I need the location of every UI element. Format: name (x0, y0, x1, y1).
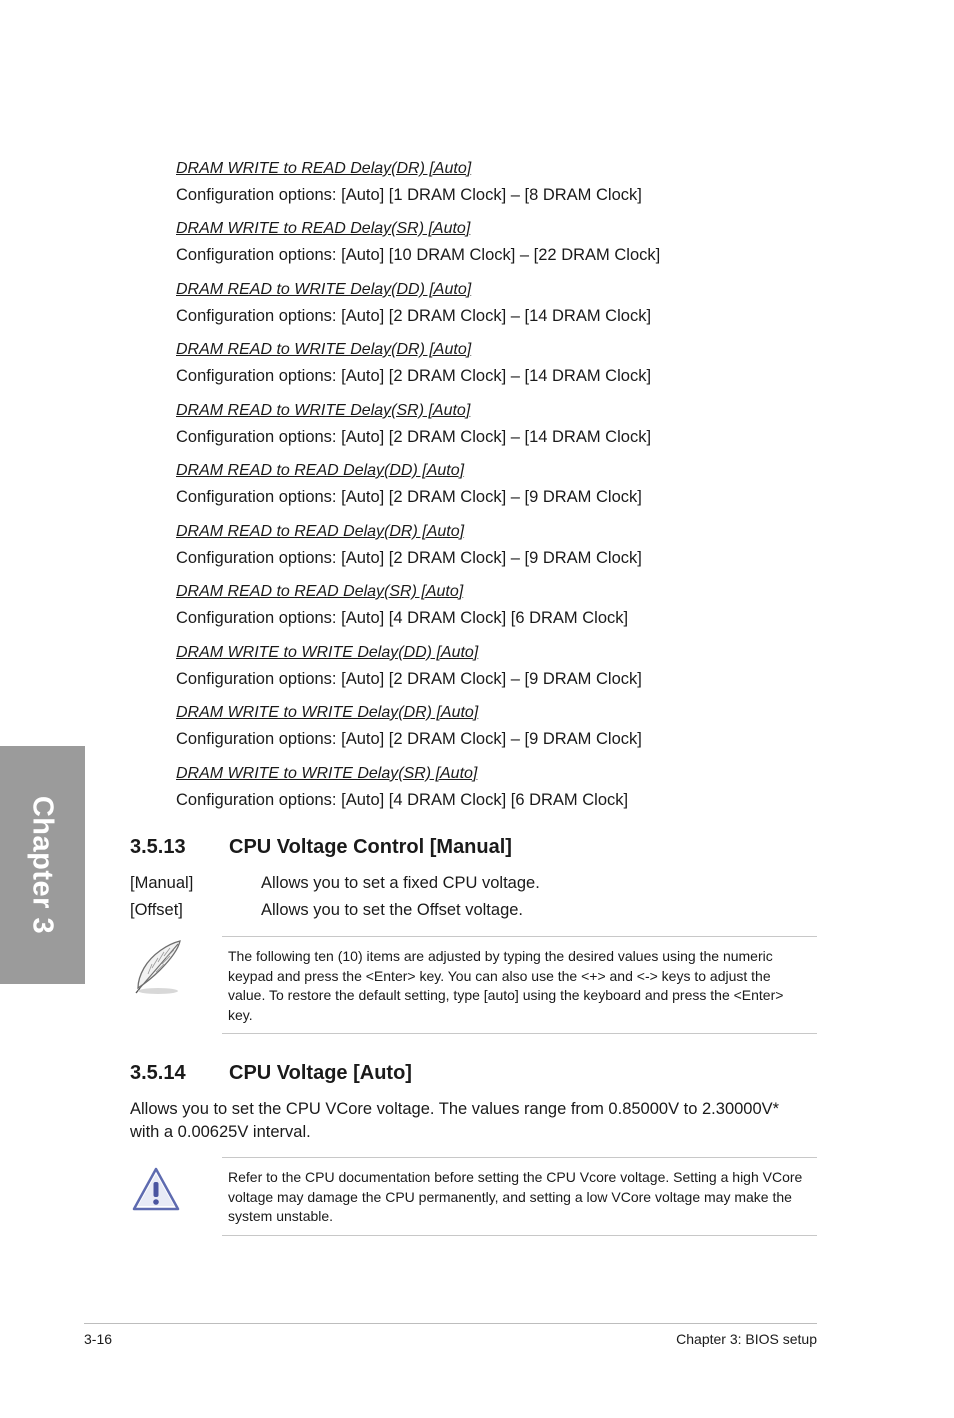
setting-item (176, 219, 660, 266)
setting-options: Configuration options: [Auto] [2 DRAM Clock] – [14 DRAM Clock] (176, 367, 652, 385)
warning-triangle-icon (130, 1165, 182, 1213)
setting-options: Configuration options: [Auto] [2 DRAM Clock] – [9 DRAM Clock] (176, 730, 642, 748)
section-body: Allows you to set the CPU VCore voltage. The values range from 0.85000V to 2.30000V* with a 0.00625V interval. (130, 1100, 780, 1141)
setting-options: Configuration options: [Auto] [4 DRAM Clock] [6 DRAM Clock] (176, 609, 629, 627)
setting-title: DRAM WRITE to READ Delay(DR) [Auto] (176, 160, 472, 177)
setting-item (176, 340, 651, 387)
setting-options: Configuration options: [Auto] [2 DRAM Clock] – [14 DRAM Clock] (176, 307, 652, 325)
setting-options: Configuration options: [Auto] [1 DRAM Clock] – [8 DRAM Clock] (176, 186, 642, 204)
section-heading-cpu-voltage (130, 1061, 412, 1085)
setting-title: DRAM WRITE to WRITE Delay(DD) [Auto] (176, 644, 479, 661)
option-key: [Offset] (130, 901, 183, 919)
section-title: CPU Voltage [Auto] (229, 1062, 412, 1084)
setting-title: DRAM READ to WRITE Delay(DD) [Auto] (176, 281, 472, 298)
note-text: The following ten (10) items are adjusted by typing the desired values using the numeric keypad and press the <Enter> key. You can also use the <+> and <-> keys to adjust the value. To restore the default setting, type [auto] using the keyboard and press the <Enter> key. (228, 948, 784, 1023)
footer-divider (84, 1323, 817, 1324)
option-row-manual (130, 872, 540, 894)
setting-title: DRAM READ to READ Delay(DD) [Auto] (176, 462, 465, 479)
section-number: 3.5.14 (130, 1062, 186, 1084)
option-description: Allows you to set the Offset voltage. (261, 901, 524, 919)
setting-options: Configuration options: [Auto] [2 DRAM Clock] – [9 DRAM Clock] (176, 488, 642, 506)
option-description: Allows you to set a fixed CPU voltage. (261, 874, 540, 892)
page-number: 3-16 (84, 1331, 113, 1347)
setting-options: Configuration options: [Auto] [10 DRAM Clock] – [22 DRAM Clock] (176, 246, 661, 264)
setting-item (176, 582, 628, 629)
chapter-tab-label: Chapter 3 (26, 795, 59, 935)
setting-title: DRAM READ to WRITE Delay(DR) [Auto] (176, 341, 472, 358)
setting-title: DRAM WRITE to WRITE Delay(DR) [Auto] (176, 704, 479, 721)
setting-options: Configuration options: [Auto] [2 DRAM Clock] – [14 DRAM Clock] (176, 428, 652, 446)
setting-title: DRAM READ to READ Delay(DR) [Auto] (176, 523, 465, 540)
caution-text: Refer to the CPU documentation before setting the CPU Vcore voltage. Setting a high VCore voltage may damage the CPU permanently, and setting a low VCore voltage may make the system unstable. (228, 1169, 803, 1224)
section-number: 3.5.13 (130, 836, 186, 858)
caution-box (222, 1157, 817, 1236)
setting-title: DRAM WRITE to WRITE Delay(SR) [Auto] (176, 765, 478, 782)
setting-options: Configuration options: [Auto] [4 DRAM Clock] [6 DRAM Clock] (176, 791, 629, 809)
option-row-offset (130, 899, 523, 921)
setting-item (176, 401, 651, 448)
setting-options: Configuration options: [Auto] [2 DRAM Clock] – [9 DRAM Clock] (176, 670, 642, 688)
note-box (222, 936, 817, 1034)
setting-title: DRAM READ to READ Delay(SR) [Auto] (176, 583, 464, 600)
setting-item (176, 461, 642, 508)
section-title: CPU Voltage Control [Manual] (229, 836, 512, 858)
section-heading-cpu-voltage-control (130, 835, 512, 859)
feather-pen-icon (130, 938, 186, 996)
setting-item (176, 280, 651, 327)
setting-item (176, 159, 642, 206)
setting-item (176, 643, 642, 690)
option-key: [Manual] (130, 874, 194, 892)
setting-title: DRAM READ to WRITE Delay(SR) [Auto] (176, 402, 471, 419)
setting-item (176, 703, 642, 750)
chapter-side-tab (0, 746, 85, 984)
setting-options: Configuration options: [Auto] [2 DRAM Clock] – [9 DRAM Clock] (176, 549, 642, 567)
setting-item (176, 522, 642, 569)
setting-title: DRAM WRITE to READ Delay(SR) [Auto] (176, 220, 471, 237)
setting-item (176, 764, 628, 811)
footer-chapter-label: Chapter 3: BIOS setup (676, 1331, 817, 1347)
